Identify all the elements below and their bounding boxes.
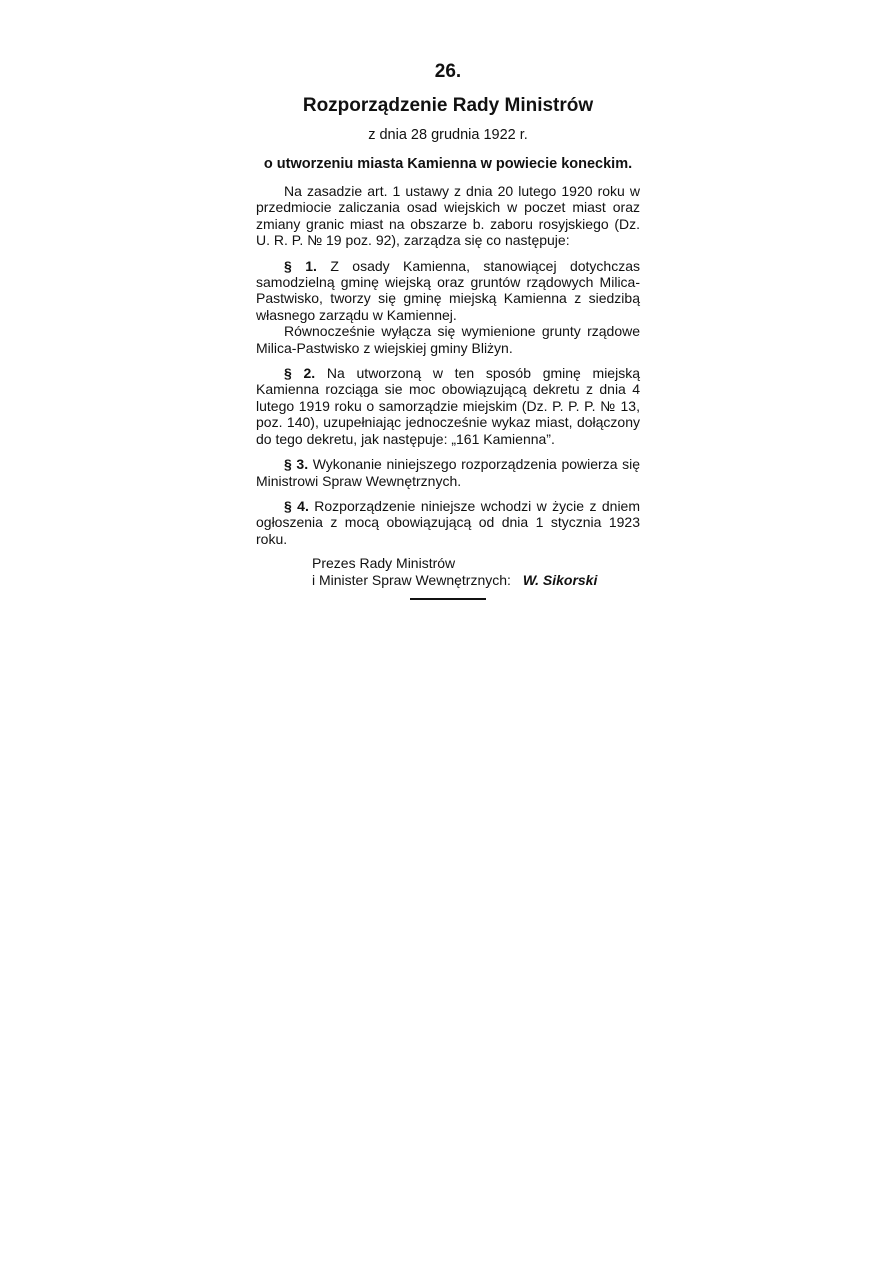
document-subject: o utworzeniu miasta Kamienna w powiecie koneckim. — [263, 156, 633, 172]
document-title: Rozporządzenie Rady Ministrów — [302, 95, 594, 116]
document-number: 26. — [434, 61, 462, 82]
section-4-text: Rozporządzenie niniejsze wchodzi w życie z dniem ogłoszenia z mocą obowiązującą od dnia 1 stycznia 1923 roku. — [256, 497, 641, 547]
section-1-text: Z osady Kamienna, stanowiącej dotychczas samodzielną gminę wiejską oraz gruntów rządowych Milica-Pastwisko, tworzy się gminę miejską Kamienna z siedzibą własnego zarządu w Kamiennej. — [256, 257, 641, 323]
preamble-paragraph: Na zasadzie art. 1 ustawy z dnia 20 lutego 1920 roku w przedmiocie zaliczania osad wiejskich w poczet miast oraz zmiany granic miast na obszarze b. zaboru rosyjskiego (Dz. U. R. P. № 19 poz. 92), zarządza się co następuje: — [256, 183, 640, 249]
signature-line-1: Prezes Rady Ministrów — [312, 555, 456, 572]
section-3-number: § 3. — [284, 456, 309, 473]
document-page — [256, 60, 640, 600]
section-1-extra-paragraph: Równocześnie wyłącza się wymienione grunty rządowe Milica-Pastwisko z wiejskiej gminy Bliżyn. — [256, 323, 640, 356]
section-1-number: § 1. — [284, 257, 317, 274]
signature-name: W. Sikorski — [522, 571, 598, 588]
signature-block — [312, 555, 640, 588]
document-date: z dnia 28 grudnia 1922 r. — [368, 127, 528, 143]
signature-role: i Minister Spraw Wewnętrznych: — [312, 571, 511, 588]
section-3-text: Wykonanie niniejszego rozporządzenia powierza się Ministrowi Spraw Wewnętrznych. — [256, 456, 640, 489]
section-3-paragraph — [256, 456, 640, 489]
closing-rule — [410, 598, 486, 600]
signature-line-2 — [312, 572, 640, 588]
section-4-paragraph — [256, 498, 640, 547]
section-1-paragraph — [256, 258, 640, 324]
section-2-text: Na utworzoną w ten sposób gminę miejską Kamienna rozciąga sie moc obowiązującą dekretu z dnia 4 lutego 1919 roku o samorządzie miejskim (Dz. P. P. P. № 13, poz. 140), uzupełniając jednocześnie wykaz miast, dołączony do tego dekretu, jak następuje: „161 Kamienna”. — [256, 365, 640, 447]
section-2-number: § 2. — [284, 365, 316, 382]
section-4-number: § 4. — [284, 497, 309, 514]
section-2-paragraph — [256, 365, 640, 447]
